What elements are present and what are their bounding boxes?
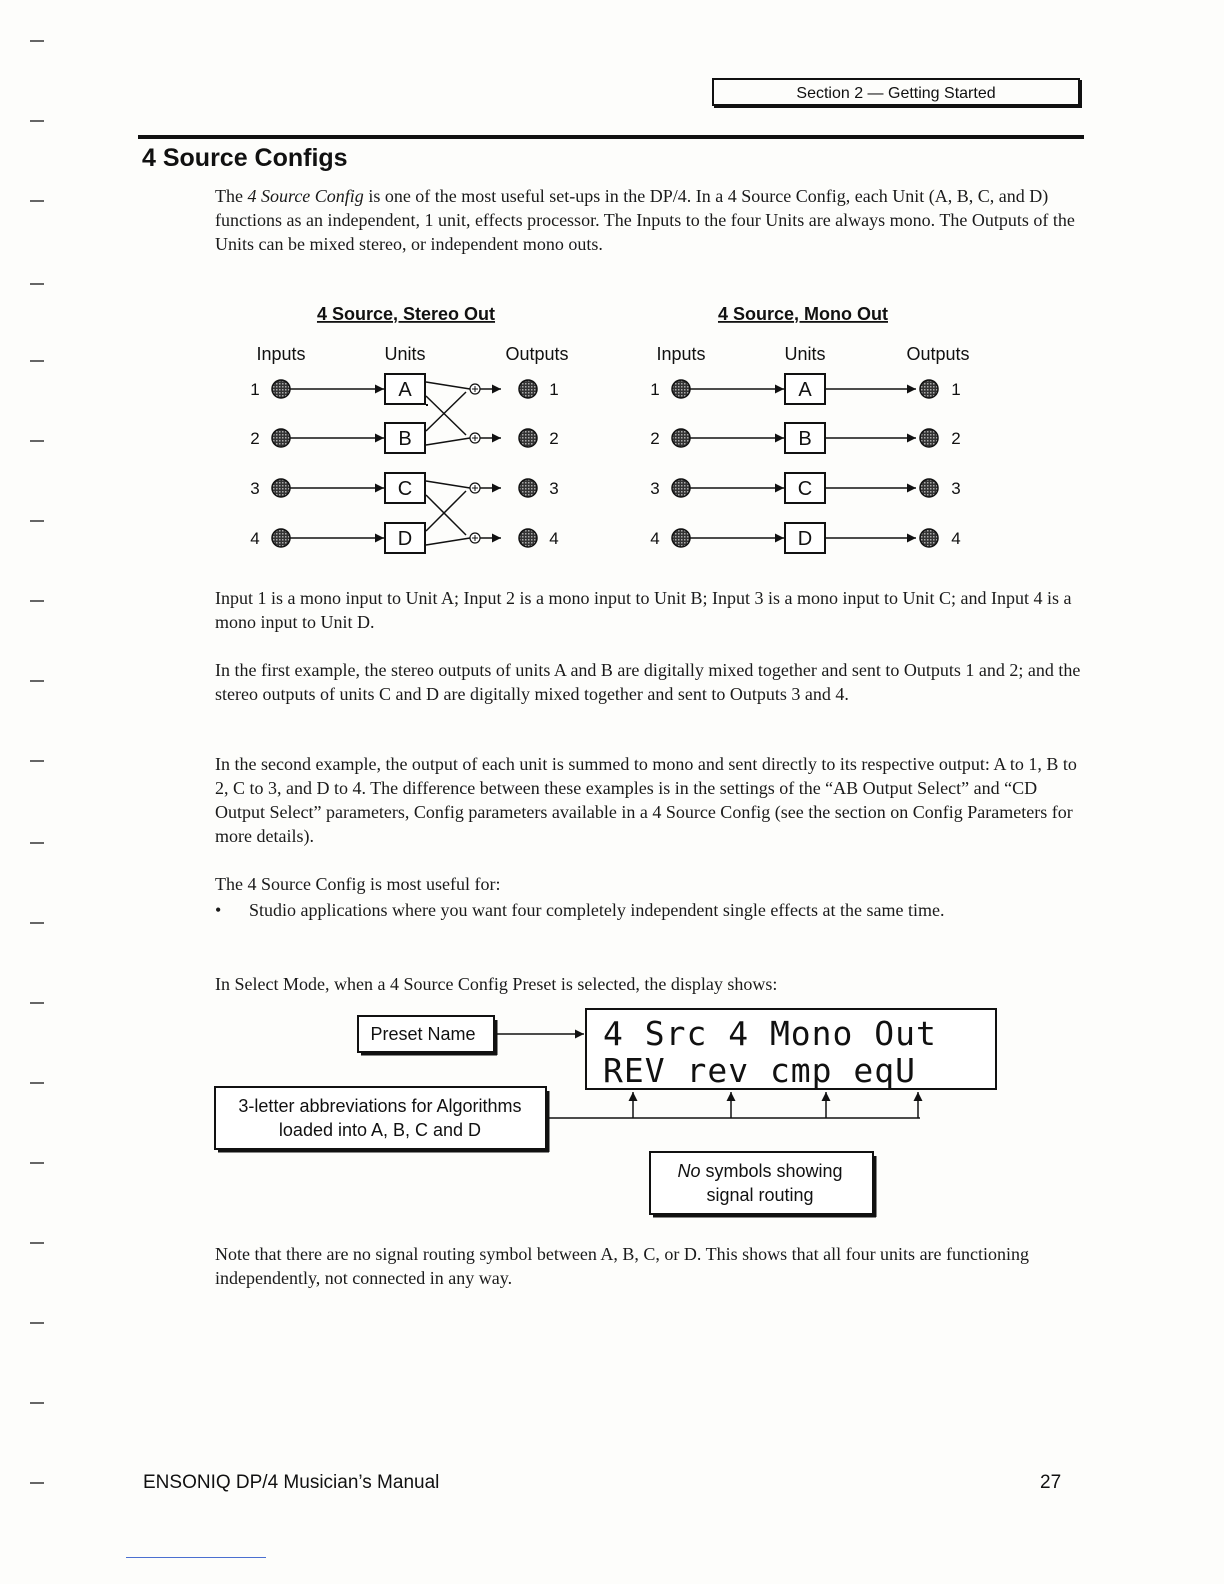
stereo-output-label: 4 [549,529,559,548]
input-jack-icon [272,429,290,447]
lcd-line-1: 4 Src 4 Mono Out [603,1014,937,1053]
input-jack-icon [672,529,690,547]
stereo-inputs-heading: Inputs [256,344,306,364]
mono-input-label: 3 [650,479,660,498]
mono-inputs-heading: Inputs [656,344,706,364]
stereo-mix-cd [426,481,501,545]
stereo-input-label: 2 [250,429,260,448]
inputs-paragraph: Input 1 is a mono input to Unit A; Input 2 is a mono input to Unit B; Input 3 is a mono input to Unit C; and Input 4 is a mono input to Unit D. [215,588,1072,632]
mono-diagram-title: 4 Source, Mono Out [717,304,889,324]
stereo-diagram-title: 4 Source, Stereo Out [316,304,496,324]
mono-unit-label: D [797,528,813,550]
select-mode-paragraph: In Select Mode, when a 4 Source Config Preset is selected, the display shows: [215,974,778,994]
intro-text-before: The [215,186,248,206]
input-jack-icon [672,429,690,447]
binding-mark [30,600,44,602]
preset-name-label: Preset Name [370,1024,476,1044]
bullet-text: Studio applications where you want four completely independent single effects at the same time. [249,900,945,920]
no-symbols-label-line2: signal routing [706,1185,814,1205]
stereo-output-label: 3 [549,479,559,498]
abbreviations-label-line2: loaded into A, B, C and D [278,1120,482,1140]
mono-unit-label: C [797,478,813,500]
config-diagrams [0,290,1224,565]
bullet-marker: • [215,900,222,920]
mono-out-diagram [650,304,969,553]
binding-mark [30,1402,44,1404]
page-title: 4 Source Configs [142,144,348,172]
mono-output-label: 4 [951,529,961,548]
abbreviations-label-line1: 3-letter abbreviations for Algorithms [238,1096,522,1116]
most-useful-paragraph: The 4 Source Config is most useful for: [215,874,501,894]
binding-mark [30,120,44,122]
output-jack-icon [920,380,938,398]
binding-mark [30,200,44,202]
input-jack-icon [272,479,290,497]
input-jack-icon [272,380,290,398]
lcd-line-2: REV rev cmp eqU [603,1051,917,1090]
note-paragraph: Note that there are no signal routing symbol between A, B, C, or D. This shows that all four units are functioning independently, not connected in any way. [215,1244,1030,1288]
stereo-mix-ab [426,382,501,445]
output-jack-icon [920,529,938,547]
binding-mark [30,1242,44,1244]
mono-output-label: 3 [951,479,961,498]
second-example-paragraph: In the second example, the output of each unit is summed to mono and sent directly to its respective output: A to 1, B to 2, C to 3, and D to 4. The difference between these examples is in the settings of the “AB Output Select” and “CD Output Select” parameters, Config parameters available in a 4 Source Config (see the section on Config Parameters for more details). [215,754,1077,846]
stereo-input-label: 1 [250,380,260,399]
stereo-input-label: 4 [250,529,260,548]
no-symbols-label-line1 [677,1161,842,1181]
header-rule [138,135,1084,139]
mono-outputs-heading: Outputs [906,344,970,364]
display-illustration [0,1000,1224,1225]
first-example-paragraph: In the first example, the stereo outputs of units A and B are digitally mixed together and sent to Outputs 1 and 2; and the stereo outputs of units C and D are digitally mixed together and sent to Outputs 3 and 4. [215,660,1081,704]
section-header: Section 2 — Getting Started [712,78,1080,106]
mono-input-label: 1 [650,380,660,399]
stereo-units-heading: Units [384,344,426,364]
mono-units-heading: Units [784,344,826,364]
output-jack-icon [519,479,537,497]
binding-mark [30,760,44,762]
stereo-outputs-heading: Outputs [505,344,569,364]
mono-input-label: 2 [650,429,660,448]
binding-mark [30,1322,44,1324]
binding-mark [30,1482,44,1484]
mono-input-label: 4 [650,529,660,548]
mono-unit-label: B [798,428,812,450]
binding-mark [30,842,44,844]
stereo-unit-label: C [397,478,413,500]
footer-manual-title: ENSONIQ DP/4 Musician’s Manual [143,1472,440,1493]
output-jack-icon [920,479,938,497]
binding-mark [30,283,44,285]
stereo-unit-label: D [397,528,413,550]
page-number: 27 [1040,1472,1062,1493]
mono-output-label: 2 [951,429,961,448]
mono-output-label: 1 [951,380,961,399]
stereo-unit-label: B [398,428,412,450]
intro-text-after: is one of the most useful set-ups in the DP/4. In a 4 Source Config, each Unit (A, B, C, and D) functions as an independent, 1 unit, effects processor. The Inputs to the four Units are always mono. The Outputs of the Units can be mixed stereo, or independent mono outs. [215,186,1075,254]
no-symbols-rest: symbols showing [700,1161,843,1181]
input-jack-icon [272,529,290,547]
intro-paragraph [215,184,1085,256]
stereo-output-label: 2 [549,429,559,448]
no-symbols-italic: No [677,1161,701,1181]
output-jack-icon [519,529,537,547]
scan-artifact-line [126,1557,266,1558]
intro-text-italic: 4 Source Config [247,186,364,206]
binding-mark [30,680,44,682]
output-jack-icon [920,429,938,447]
mono-unit-label: A [798,379,812,401]
stereo-out-diagram [250,304,568,553]
stereo-unit-label: A [398,379,412,401]
input-jack-icon [672,479,690,497]
binding-mark [30,922,44,924]
output-jack-icon [519,380,537,398]
stereo-input-label: 3 [250,479,260,498]
input-jack-icon [672,380,690,398]
stereo-output-label: 1 [549,380,559,399]
binding-mark [30,40,44,42]
output-jack-icon [519,429,537,447]
